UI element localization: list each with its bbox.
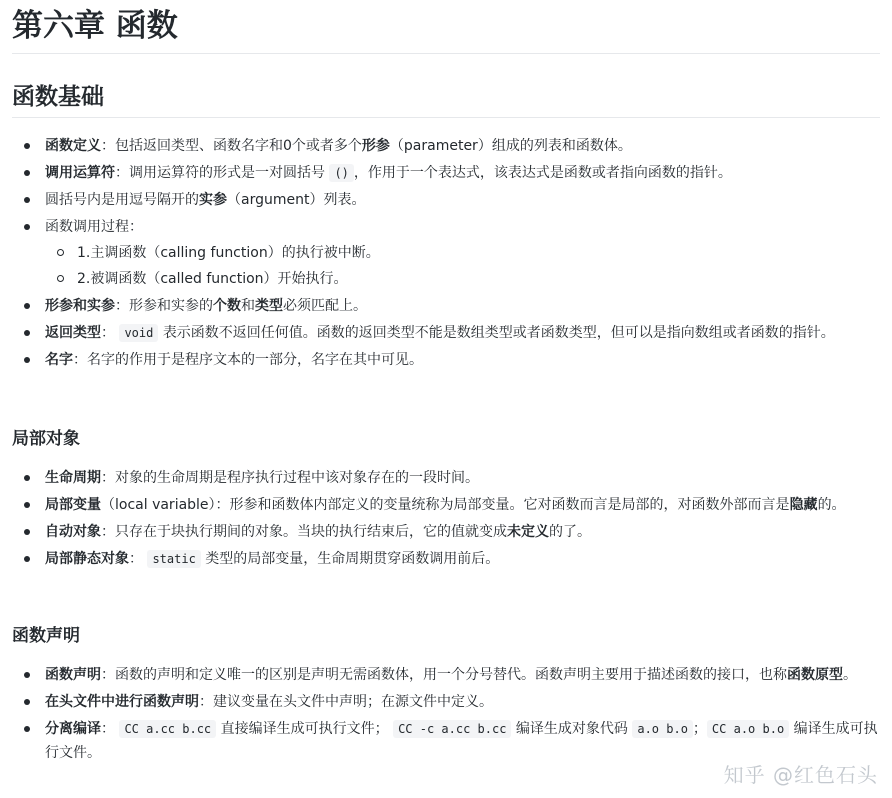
title-divider — [12, 53, 880, 54]
list-text: （argument）列表。 — [227, 192, 366, 208]
list-item — [45, 690, 880, 714]
list-text: 和 — [241, 298, 255, 314]
inline-code: a.o b.o — [632, 720, 693, 738]
list-item — [45, 520, 880, 544]
list-text: 圆括号内是用逗号隔开的 — [45, 192, 199, 208]
term: 名字 — [45, 352, 73, 368]
inline-code: CC a.o b.o — [707, 720, 789, 738]
watermark: 知乎 @红色石头 — [723, 763, 878, 787]
inline-code: CC a.cc b.cc — [119, 720, 216, 738]
sub-list-item: 1.主调函数（calling function）的执行被中断。 — [77, 241, 880, 265]
list-text: 必须匹配上。 — [283, 298, 367, 314]
list-text: ，作用于一个表达式，该表达式是函数或者指向函数的指针。 — [353, 165, 732, 181]
list-item — [45, 348, 880, 372]
list-text: 。 — [843, 667, 857, 683]
term: 函数原型 — [787, 667, 843, 683]
section-divider — [12, 117, 880, 118]
term: 自动对象 — [45, 524, 101, 540]
local-list — [12, 466, 880, 574]
list-item — [45, 663, 880, 687]
term: 隐藏 — [789, 497, 818, 513]
list-text: 函数调用过程： — [45, 219, 143, 235]
list-text: 的。 — [817, 497, 846, 513]
inline-code: CC -c a.cc b.cc — [393, 720, 511, 738]
decl-list — [12, 663, 880, 768]
basics-list — [12, 134, 880, 375]
list-text: 类型的局部变量，生命周期贯穿函数调用前后。 — [205, 551, 500, 567]
list-text: ：包括返回类型、函数名字和0个或者多个 — [101, 138, 362, 154]
list-text: 编译生成对象代码 — [515, 721, 628, 737]
list-text: （parameter）组成的列表和函数体。 — [389, 138, 632, 154]
sub-list-item: 2.被调函数（called function）开始执行。 — [77, 267, 880, 291]
term: 实参 — [199, 192, 227, 208]
list-text: 的了。 — [549, 524, 591, 540]
list-item — [45, 321, 880, 345]
list-text: 直接编译生成可执行文件； — [220, 721, 389, 737]
inline-code: static — [147, 550, 200, 568]
list-text: ：函数的声明和定义唯一的区别是声明无需函数体，用一个分号替代。函数声明主要用于描述函数的接口，也称 — [101, 667, 787, 683]
list-text: ：调用运算符的形式是一对圆括号 — [115, 165, 325, 181]
list-text: ：对象的生命周期是程序执行过程中该对象存在的一段时间。 — [101, 470, 479, 486]
list-text: ； — [692, 721, 707, 737]
list-text: ：形参和实参的 — [115, 298, 213, 314]
term: 函数定义 — [45, 138, 101, 154]
term: 形参 — [361, 138, 390, 154]
term: 形参和实参 — [45, 298, 115, 314]
term: 分离编译 — [45, 721, 101, 737]
term: 函数声明 — [45, 667, 101, 683]
term: 局部静态对象 — [45, 551, 129, 567]
list-text: ：只存在于块执行期间的对象。当块的执行结束后，它的值就变成 — [101, 524, 507, 540]
section-heading-decl: 函数声明 — [12, 626, 80, 646]
list-text: ： — [129, 551, 143, 567]
term: 在头文件中进行函数声明 — [45, 694, 199, 710]
list-item — [45, 161, 880, 185]
list-item — [45, 215, 880, 291]
section-heading-local: 局部对象 — [12, 429, 80, 449]
section-heading-basics: 函数基础 — [12, 84, 104, 110]
inline-code: () — [329, 164, 353, 182]
list-text: （local variable）：形参和函数体内部定义的变量统称为局部变量。它对函数而言是局部的，对函数外部而言是 — [101, 497, 790, 513]
inline-code: void — [119, 324, 158, 342]
list-item — [45, 717, 880, 765]
sub-list — [45, 241, 880, 291]
list-text: ：名字的作用于是程序文本的一部分，名字在其中可见。 — [73, 352, 423, 368]
page-title: 第六章 函数 — [12, 8, 178, 44]
term: 调用运算符 — [45, 165, 115, 181]
list-item — [45, 294, 880, 318]
list-item — [45, 188, 880, 212]
term: 个数 — [213, 298, 241, 314]
term: 局部变量 — [45, 497, 101, 513]
term: 返回类型 — [45, 325, 101, 341]
list-text: ：建议变量在头文件中声明；在源文件中定义。 — [199, 694, 493, 710]
list-item — [45, 134, 880, 158]
list-text: ： — [101, 325, 115, 341]
term: 生命周期 — [45, 470, 101, 486]
list-item — [45, 466, 880, 490]
term: 未定义 — [507, 524, 549, 540]
term: 类型 — [255, 298, 283, 314]
list-item — [45, 547, 880, 571]
list-text: ： — [101, 721, 115, 737]
list-text: 表示函数不返回任何值。函数的返回类型不能是数组类型或者函数类型，但可以是指向数组或者函数的指针。 — [162, 325, 835, 341]
list-item — [45, 493, 880, 517]
list-text: 编译生成可执行文件。 — [45, 721, 878, 761]
